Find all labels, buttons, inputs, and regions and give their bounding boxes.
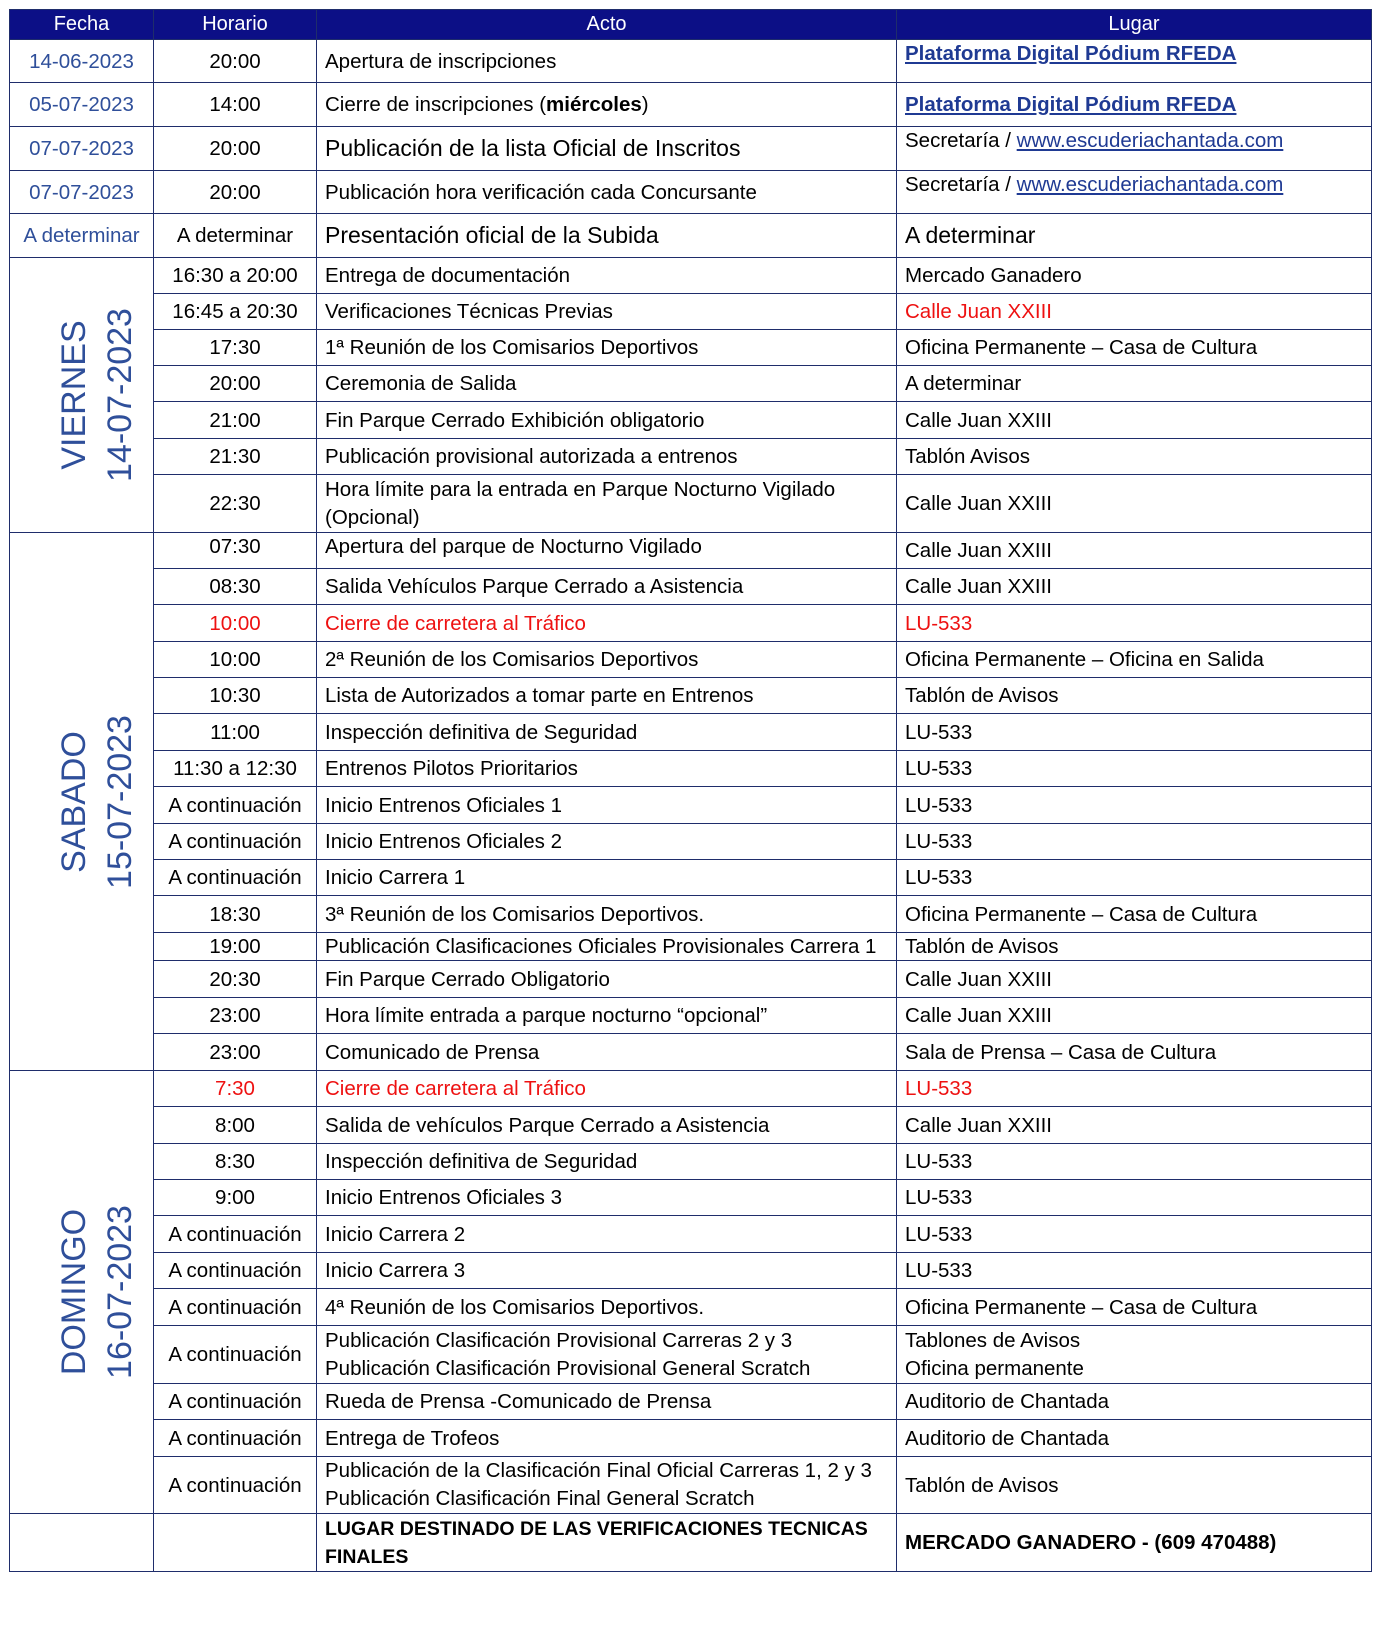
row-time: 10:00 <box>154 642 317 678</box>
row-time: A continuación <box>154 1457 317 1514</box>
row-time: 14:00 <box>154 83 317 127</box>
header-acto: Acto <box>317 10 897 40</box>
friday-label <box>51 308 143 482</box>
table-row <box>10 439 1372 475</box>
row-time: 20:00 <box>154 366 317 402</box>
row-act: Cierre de carretera al Tráfico <box>317 1071 897 1107</box>
row-place: Auditorio de Chantada <box>897 1384 1372 1420</box>
website-link[interactable]: www.escuderiachantada.com <box>1016 129 1284 152</box>
day-date: 14-07-2023 <box>100 308 139 482</box>
row-act: Inicio Carrera 1 <box>317 860 897 896</box>
row-date: A determinar <box>10 214 154 258</box>
table-row <box>10 1144 1372 1180</box>
row-place: LU-533 <box>897 1071 1372 1107</box>
place-line-1: Tablones de Avisos <box>905 1328 1081 1352</box>
row-act: Inicio Carrera 3 <box>317 1253 897 1289</box>
row-time: A continuación <box>154 860 317 896</box>
table-row <box>10 83 1372 127</box>
row-act: Verificaciones Técnicas Previas <box>317 294 897 330</box>
row-act: Publicación hora verificación cada Concursante <box>317 171 897 214</box>
row-act: Fin Parque Cerrado Exhibición obligatorio <box>317 402 897 439</box>
table-row <box>10 1420 1372 1457</box>
act-line-2: Publicación Clasificación Provisional General Scratch <box>325 1356 811 1380</box>
row-time: A continuación <box>154 1289 317 1326</box>
day-name: DOMINGO <box>54 1208 93 1376</box>
day-name: VIERNES <box>54 320 93 470</box>
row-act: Salida de vehículos Parque Cerrado a Asistencia <box>317 1107 897 1144</box>
row-act <box>317 1326 897 1384</box>
row-act: Inspección definitiva de Seguridad <box>317 714 897 751</box>
row-place: LU-533 <box>897 1253 1372 1289</box>
row-place: A determinar <box>897 214 1372 258</box>
table-row <box>10 330 1372 366</box>
row-time: A continuación <box>154 1384 317 1420</box>
row-place: Auditorio de Chantada <box>897 1420 1372 1457</box>
row-time: 18:30 <box>154 896 317 933</box>
row-date: 07-07-2023 <box>10 171 154 214</box>
row-act: Fin Parque Cerrado Obligatorio <box>317 961 897 998</box>
row-place <box>897 40 1372 83</box>
row-date: 07-07-2023 <box>10 127 154 171</box>
row-act: Presentación oficial de la Subida <box>317 214 897 258</box>
row-act: Apertura del parque de Nocturno Vigilado <box>317 533 897 569</box>
table-row <box>10 860 1372 896</box>
row-place: Oficina Permanente – Oficina en Salida <box>897 642 1372 678</box>
table-row <box>10 569 1372 605</box>
row-act: Inicio Entrenos Oficiales 2 <box>317 824 897 860</box>
row-act: Entrenos Pilotos Prioritarios <box>317 751 897 787</box>
row-place: Calle Juan XXIII <box>897 533 1372 569</box>
footer-empty-time <box>154 1514 317 1572</box>
row-place <box>897 171 1372 214</box>
place-text: Secretaría / <box>905 173 1011 196</box>
row-act: 3ª Reunión de los Comisarios Deportivos. <box>317 896 897 933</box>
row-place: Calle Juan XXIII <box>897 402 1372 439</box>
row-time: A continuación <box>154 1420 317 1457</box>
table-row <box>10 402 1372 439</box>
row-place: LU-533 <box>897 714 1372 751</box>
row-act: Salida Vehículos Parque Cerrado a Asistencia <box>317 569 897 605</box>
sunday-label <box>51 1205 143 1379</box>
table-row <box>10 258 1372 294</box>
table-row <box>10 605 1372 642</box>
row-time: 7:30 <box>154 1071 317 1107</box>
row-act: Inicio Entrenos Oficiales 3 <box>317 1180 897 1216</box>
podium-link[interactable]: Plataforma Digital Pódium RFEDA <box>905 93 1237 116</box>
table-row <box>10 1107 1372 1144</box>
row-act: Lista de Autorizados a tomar parte en Entrenos <box>317 678 897 714</box>
place-text: Secretaría / <box>905 129 1011 152</box>
row-time: 20:00 <box>154 171 317 214</box>
table-row <box>10 1253 1372 1289</box>
row-place: Tablón de Avisos <box>897 933 1372 961</box>
row-act: Publicación de la lista Oficial de Inscritos <box>317 127 897 171</box>
row-place: LU-533 <box>897 860 1372 896</box>
schedule-table <box>9 9 1372 1572</box>
row-act: Rueda de Prensa -Comunicado de Prensa <box>317 1384 897 1420</box>
table-row <box>10 824 1372 860</box>
act-bold-text: miércoles <box>546 93 642 116</box>
table-row <box>10 1384 1372 1420</box>
table-row <box>10 40 1372 83</box>
table-row <box>10 214 1372 258</box>
row-time: A continuación <box>154 1253 317 1289</box>
header-fecha: Fecha <box>10 10 154 40</box>
row-place: Calle Juan XXIII <box>897 294 1372 330</box>
row-act: Cierre de carretera al Tráfico <box>317 605 897 642</box>
row-act <box>317 475 897 533</box>
row-act <box>317 83 897 127</box>
row-act: Ceremonia de Salida <box>317 366 897 402</box>
table-row <box>10 714 1372 751</box>
row-place: Calle Juan XXIII <box>897 961 1372 998</box>
row-act: Apertura de inscripciones <box>317 40 897 83</box>
row-act: Comunicado de Prensa <box>317 1034 897 1071</box>
act-text: Cierre de inscripciones ( <box>325 93 547 116</box>
row-time: A continuación <box>154 1216 317 1253</box>
row-time: 23:00 <box>154 998 317 1034</box>
day-date: 16-07-2023 <box>100 1205 139 1379</box>
row-act: 2ª Reunión de los Comisarios Deportivos <box>317 642 897 678</box>
table-row <box>10 475 1372 533</box>
row-act: 4ª Reunión de los Comisarios Deportivos. <box>317 1289 897 1326</box>
row-time: 9:00 <box>154 1180 317 1216</box>
table-row <box>10 1289 1372 1326</box>
row-place: Sala de Prensa – Casa de Cultura <box>897 1034 1372 1071</box>
table-row <box>10 1071 1372 1107</box>
header-lugar: Lugar <box>897 10 1372 40</box>
row-time: 19:00 <box>154 933 317 961</box>
act-line-1: Publicación Clasificación Provisional Carreras 2 y 3 <box>325 1328 793 1352</box>
act-line-1: Hora límite para la entrada en Parque Nocturno Vigilado <box>325 477 836 501</box>
row-place: LU-533 <box>897 787 1372 824</box>
row-place: Calle Juan XXIII <box>897 998 1372 1034</box>
row-place: Tablón de Avisos <box>897 1457 1372 1514</box>
row-place: Calle Juan XXIII <box>897 475 1372 533</box>
row-place: Oficina Permanente – Casa de Cultura <box>897 896 1372 933</box>
act-line-2: (Opcional) <box>325 505 420 529</box>
row-time: 10:30 <box>154 678 317 714</box>
row-time: 20:00 <box>154 127 317 171</box>
table-row <box>10 127 1372 171</box>
row-time: 20:00 <box>154 40 317 83</box>
row-place: Mercado Ganadero <box>897 258 1372 294</box>
place-line-2: Oficina permanente <box>905 1356 1084 1380</box>
row-act: Publicación provisional autorizada a entrenos <box>317 439 897 475</box>
table-row <box>10 1034 1372 1071</box>
row-place <box>897 83 1372 127</box>
row-time: 8:00 <box>154 1107 317 1144</box>
table-row <box>10 961 1372 998</box>
row-act <box>317 1457 897 1514</box>
row-time: 11:00 <box>154 714 317 751</box>
website-link[interactable]: www.escuderiachantada.com <box>1016 173 1284 196</box>
header-horario: Horario <box>154 10 317 40</box>
table-row <box>10 998 1372 1034</box>
row-time: 08:30 <box>154 569 317 605</box>
row-time: 16:45 a 20:30 <box>154 294 317 330</box>
row-time: 8:30 <box>154 1144 317 1180</box>
table-row <box>10 1216 1372 1253</box>
footer-empty-date <box>10 1514 154 1572</box>
day-date: 15-07-2023 <box>100 714 139 889</box>
act-text-end: ) <box>641 93 649 116</box>
row-time: 21:30 <box>154 439 317 475</box>
row-place: A determinar <box>897 366 1372 402</box>
table-row <box>10 294 1372 330</box>
row-time: 10:00 <box>154 605 317 642</box>
saturday-date-cell <box>10 533 154 1071</box>
row-place: Calle Juan XXIII <box>897 569 1372 605</box>
table-row <box>10 896 1372 933</box>
row-time: A continuación <box>154 824 317 860</box>
row-time: 21:00 <box>154 402 317 439</box>
podium-link[interactable]: Plataforma Digital Pódium RFEDA <box>905 42 1237 65</box>
row-time: 23:00 <box>154 1034 317 1071</box>
row-act: Publicación Clasificaciones Oficiales Provisionales Carrera 1 <box>317 933 897 961</box>
row-act: Hora límite entrada a parque nocturno “opcional” <box>317 998 897 1034</box>
row-place: LU-533 <box>897 1216 1372 1253</box>
header-row <box>10 10 1372 40</box>
row-time: 07:30 <box>154 533 317 569</box>
table-row <box>10 1180 1372 1216</box>
table-row <box>10 787 1372 824</box>
row-place: LU-533 <box>897 1180 1372 1216</box>
row-place <box>897 1326 1372 1384</box>
table-row <box>10 171 1372 214</box>
row-place: Oficina Permanente – Casa de Cultura <box>897 330 1372 366</box>
table-row <box>10 533 1372 569</box>
row-time: 17:30 <box>154 330 317 366</box>
row-place: Calle Juan XXIII <box>897 1107 1372 1144</box>
row-place <box>897 127 1372 171</box>
row-date: 14-06-2023 <box>10 40 154 83</box>
row-place: Tablón Avisos <box>897 439 1372 475</box>
footer-row <box>10 1514 1372 1572</box>
table-row <box>10 1457 1372 1514</box>
table-row <box>10 678 1372 714</box>
row-time: A determinar <box>154 214 317 258</box>
table-row <box>10 366 1372 402</box>
row-place: Tablón de Avisos <box>897 678 1372 714</box>
footer-place: MERCADO GANADERO - (609 470488) <box>897 1514 1372 1572</box>
row-act: 1ª Reunión de los Comisarios Deportivos <box>317 330 897 366</box>
act-line-2: Publicación Clasificación Final General Scratch <box>325 1487 755 1510</box>
row-time: 16:30 a 20:00 <box>154 258 317 294</box>
footer-act: LUGAR DESTINADO DE LAS VERIFICACIONES TECNICAS FINALES <box>317 1514 897 1572</box>
row-time: A continuación <box>154 1326 317 1384</box>
row-time: A continuación <box>154 787 317 824</box>
row-act: Entrega de Trofeos <box>317 1420 897 1457</box>
friday-date-cell <box>10 258 154 533</box>
row-place: LU-533 <box>897 751 1372 787</box>
act-line-1: Publicación de la Clasificación Final Oficial Carreras 1, 2 y 3 <box>325 1459 872 1482</box>
row-place: LU-533 <box>897 605 1372 642</box>
row-time: 22:30 <box>154 475 317 533</box>
row-time: 11:30 a 12:30 <box>154 751 317 787</box>
row-act: Inicio Entrenos Oficiales 1 <box>317 787 897 824</box>
sunday-date-cell <box>10 1071 154 1514</box>
row-act: Inicio Carrera 2 <box>317 1216 897 1253</box>
day-name: SABADO <box>54 730 93 873</box>
table-row <box>10 751 1372 787</box>
table-row <box>10 933 1372 961</box>
saturday-label <box>51 715 143 889</box>
row-place: LU-533 <box>897 1144 1372 1180</box>
row-act: Entrega de documentación <box>317 258 897 294</box>
row-date: 05-07-2023 <box>10 83 154 127</box>
table-row <box>10 642 1372 678</box>
row-act: Inspección definitiva de Seguridad <box>317 1144 897 1180</box>
row-place: LU-533 <box>897 824 1372 860</box>
row-place: Oficina Permanente – Casa de Cultura <box>897 1289 1372 1326</box>
row-time: 20:30 <box>154 961 317 998</box>
table-row <box>10 1326 1372 1384</box>
